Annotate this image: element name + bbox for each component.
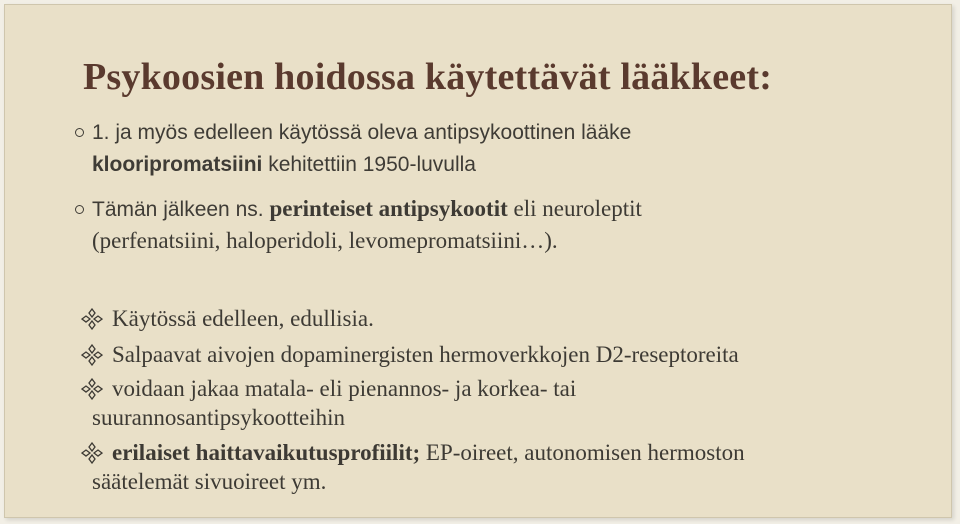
diamond-bullet-icon	[81, 378, 103, 400]
list2-item3-line1: voidaan jakaa matala- eli pienannos- ja korkea- tai	[112, 376, 577, 401]
list2-item4-post: EP-oireet, autonomisen hermoston	[420, 440, 745, 465]
diamond-bullet-icon	[81, 308, 103, 330]
list1-item2-line2: (perfenatsiini, haloperidoli, levomepromatsiini…).	[92, 228, 558, 253]
list2-item2: Salpaavat aivojen dopaminergisten hermoverkkojen D2-reseptoreita	[112, 342, 739, 367]
list1-item1-rest: kehitettiin 1950-luvulla	[262, 153, 476, 176]
list2-item4-line2: säätelemät sivuoireet ym.	[92, 469, 327, 494]
diamond-bullet-icon	[81, 344, 103, 366]
list1-item1-line2	[92, 153, 476, 177]
circle-bullet-icon	[75, 205, 84, 214]
list1-item1-line1: 1. ja myös edelleen käytössä oleva antipsykoottinen lääke	[92, 121, 632, 144]
circle-bullet-icon	[75, 128, 84, 137]
list1-item2-pre: Tämän jälkeen ns.	[92, 198, 270, 221]
list2-item4-bold: erilaiset haittavaikutusprofiilit;	[112, 440, 421, 465]
list2-item4-line1	[112, 440, 745, 466]
list1-item1-bold: klooripromatsiini	[92, 153, 263, 176]
list2-item3-line2: suurannosantipsykootteihin	[92, 405, 345, 430]
list2-item1: Käytössä edelleen, edullisia.	[112, 306, 374, 331]
slide-title: Psykoosien hoidossa käytettävät lääkkeet:	[83, 56, 773, 98]
list1-item2-post: eli neuroleptit	[507, 196, 642, 221]
diamond-bullet-icon	[81, 442, 103, 464]
list1-item2-line1	[92, 196, 642, 222]
list1-item2-bold: perinteiset antipsykootit	[269, 196, 508, 221]
slide	[4, 4, 952, 518]
